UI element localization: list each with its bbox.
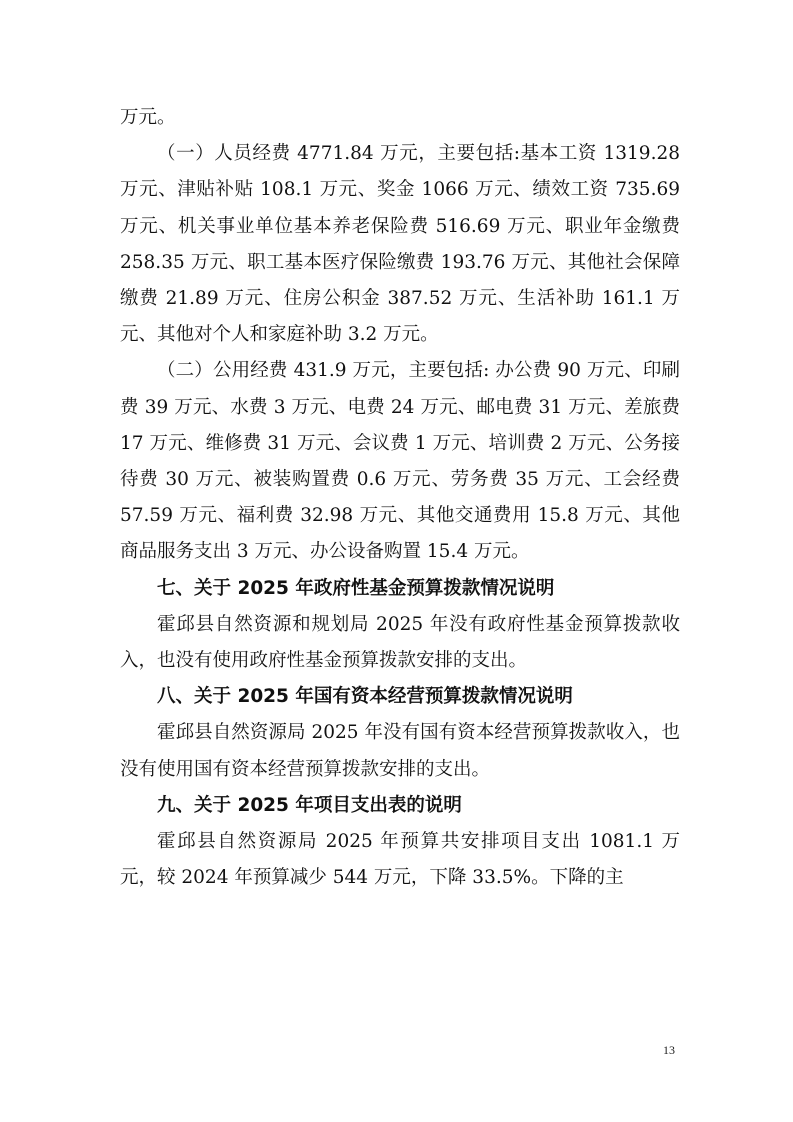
- heading-project-expenditure: 九、关于 2025 年项目支出表的说明: [157, 794, 462, 816]
- heading-state-capital: 八、关于 2025 年国有资本经营预算拨款情况说明: [157, 686, 573, 708]
- document-body: [120, 100, 680, 896]
- heading-government-fund: 七、关于 2025 年政府性基金预算拨款情况说明: [157, 577, 555, 599]
- paragraph-continuation: 万元。: [120, 107, 176, 128]
- page-number: 13: [663, 1043, 675, 1057]
- paragraph-public-expenses: （二）公用经费 431.9 万元，主要包括: 办公费 90 万元、印刷费 39 万元、水费 3 万元、电费 24 万元、邮电费 31 万元、差旅费 17 万元、维修费 31 万元、会议费 1 万元、培训费 2 万元、公务接待费 30 万元、被装购置费 0.6 万元、劳务费 35 万元、工会经费 57.59 万元、福利费 32.98 万元、其他交通费用 15.8 万元、其他商品服务支出 3 万元、办公设备购置 15.4 万元。: [120, 360, 680, 563]
- paragraph-government-fund: 霍邱县自然资源和规划局 2025 年没有政府性基金预算拨款收入，也没有使用政府性基金预算拨款安排的支出。: [120, 613, 680, 672]
- paragraph-personnel-expenses: （一）人员经费 4771.84 万元，主要包括:基本工资 1319.28 万元、津贴补贴 108.1 万元、奖金 1066 万元、绩效工资 735.69 万元、机关事业单位基本养老保险费 516.69 万元、职业年金缴费 258.35 万元、职工基本医疗保险缴费 193.76 万元、其他社会保障缴费 21.89 万元、住房公积金 387.52 万元、生活补助 161.1 万元、其他对个人和家庭补助 3.2 万元。: [120, 143, 680, 346]
- paragraph-state-capital: 霍邱县自然资源局 2025 年没有国有资本经营预算拨款收入，也没有使用国有资本经营预算拨款安排的支出。: [120, 722, 680, 780]
- paragraph-project-expenditure: 霍邱县自然资源局 2025 年预算共安排项目支出 1081.1 万元，较 2024 年预算减少 544 万元，下降 33.5%。下降的主: [120, 831, 680, 889]
